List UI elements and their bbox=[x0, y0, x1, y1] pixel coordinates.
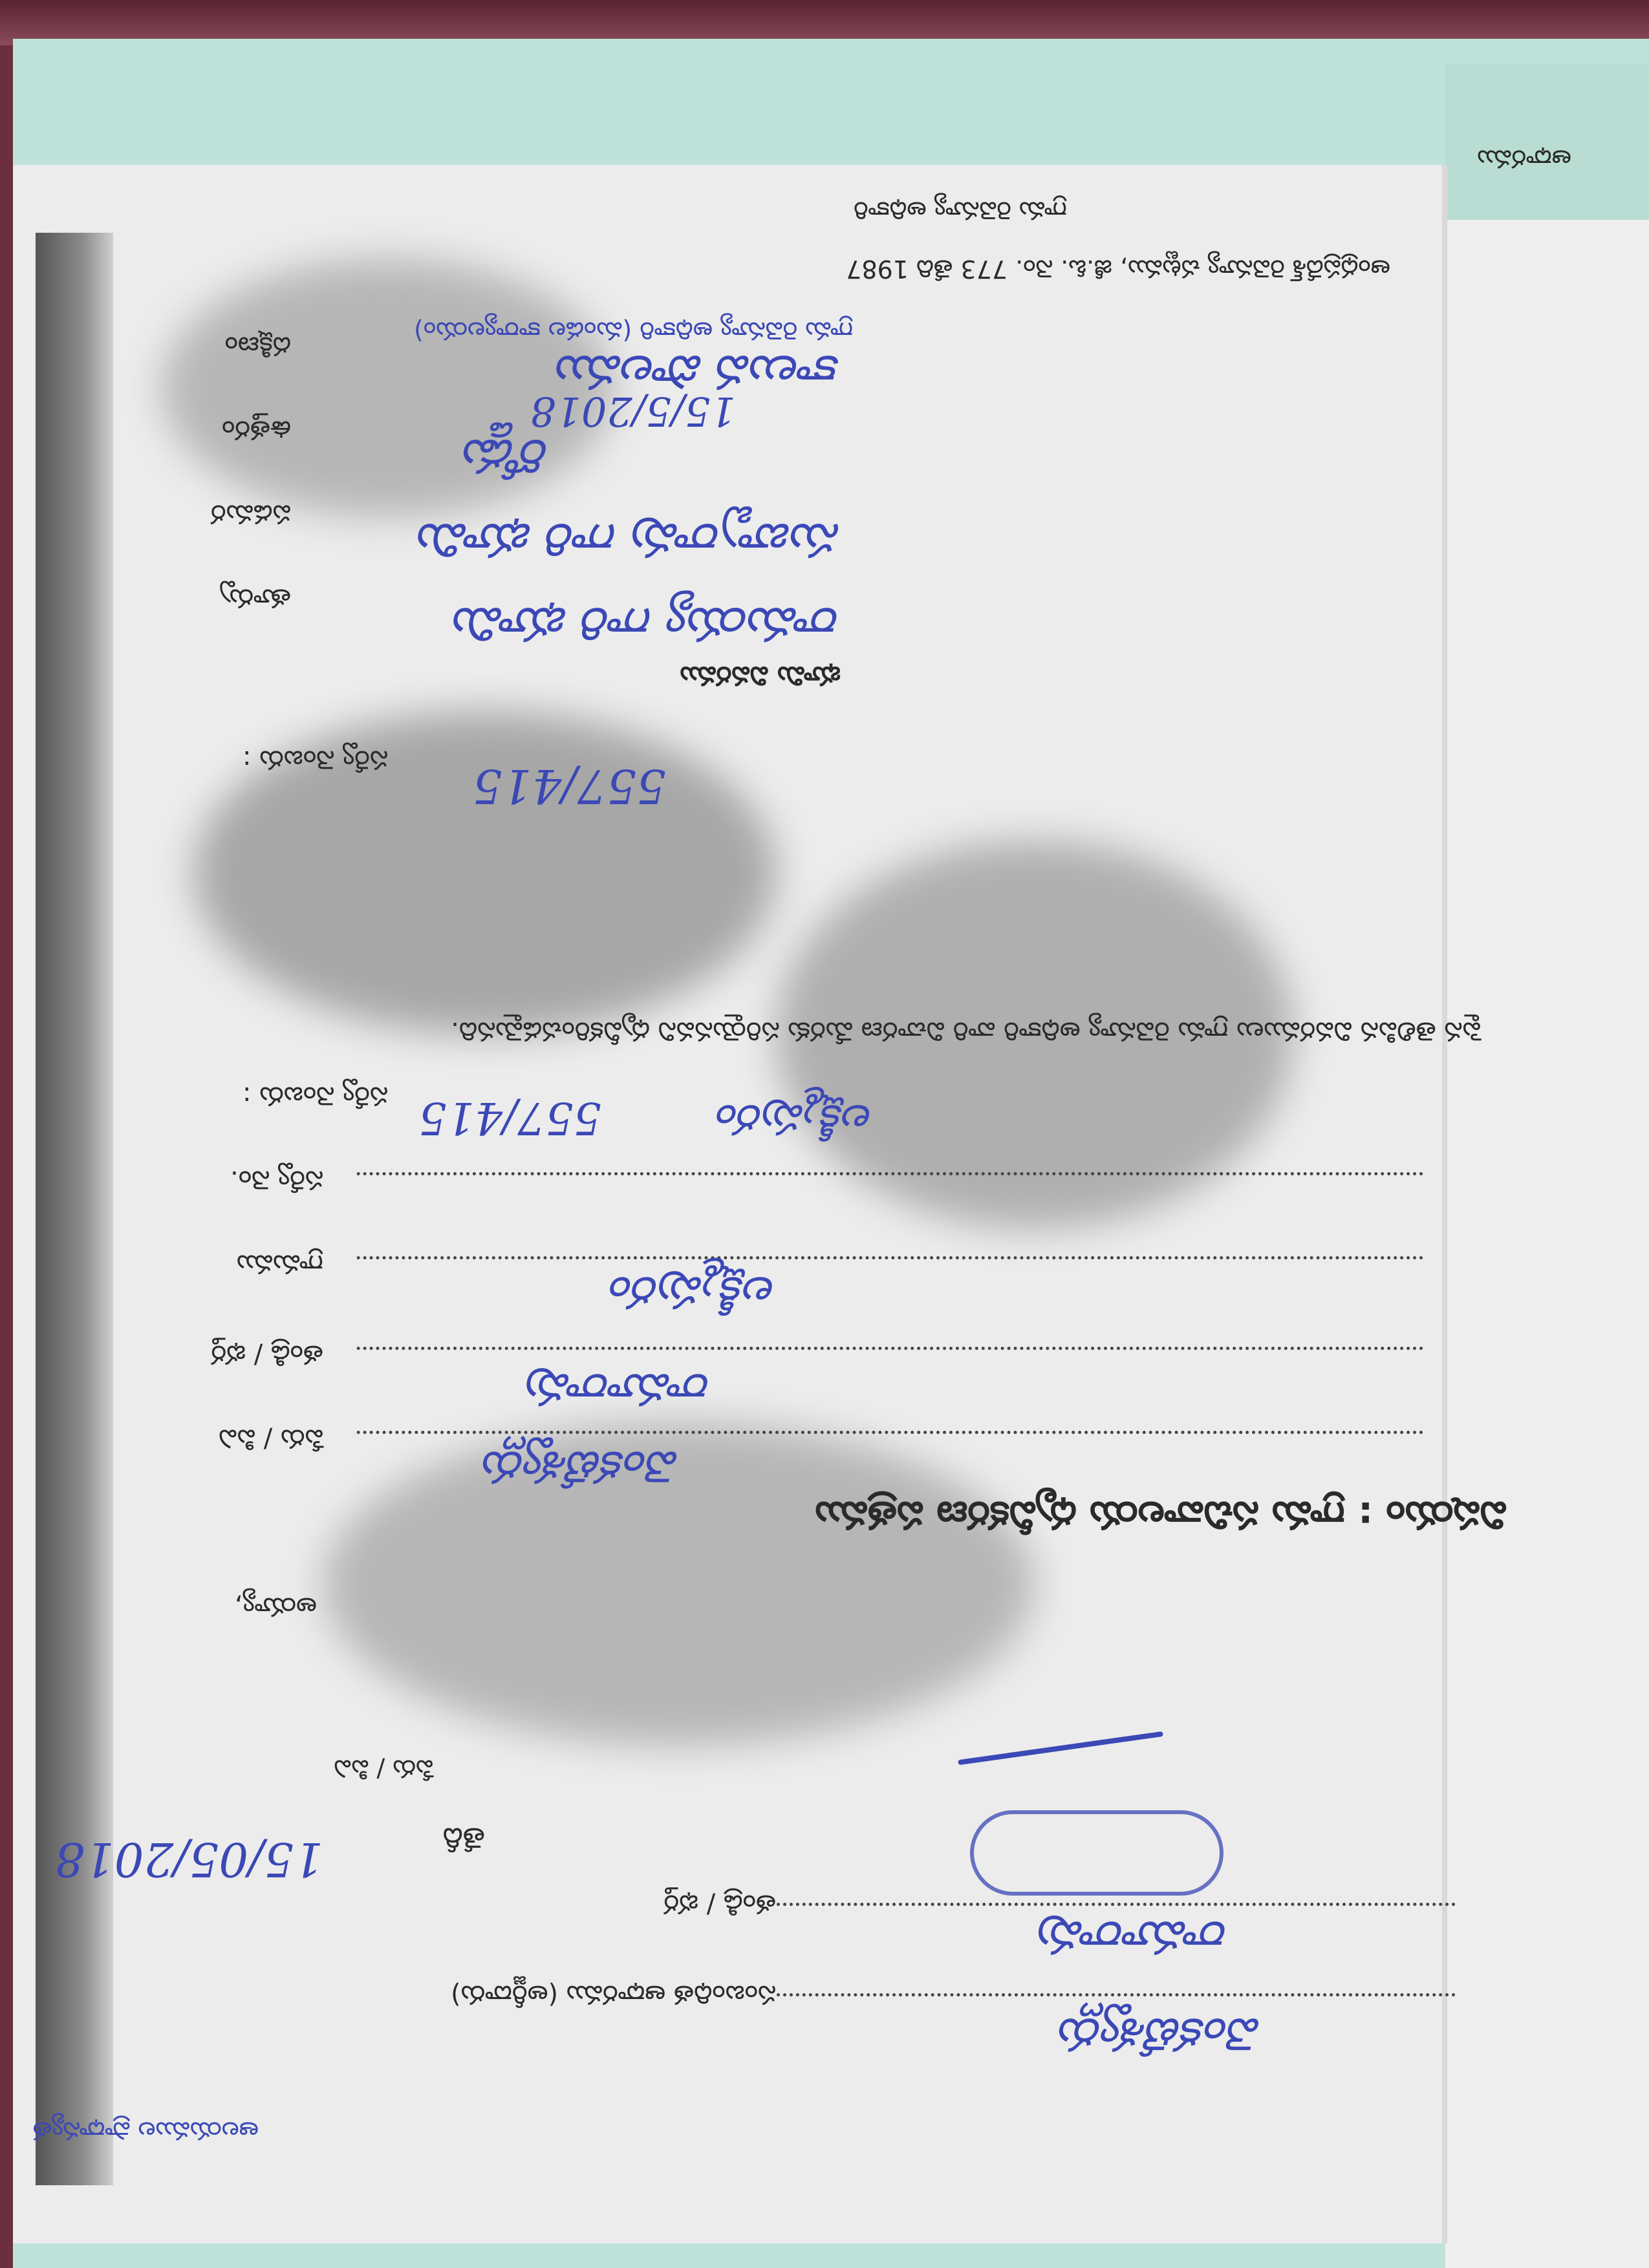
relation-handwritten: రామారావు bbox=[1039, 1911, 1229, 1964]
detail-south-value: కాలువ పొలము bbox=[557, 345, 841, 400]
relation-label: తండ్రి / భర్త bbox=[663, 1889, 776, 1919]
sign-label: గ్రామ రెవెన్యూ అధికారి bbox=[854, 197, 1067, 225]
detail-east-value: రామయ్య గారి భూమి bbox=[454, 597, 841, 652]
field-village-label: గ్రామము bbox=[236, 1249, 323, 1279]
field-survey-label: సర్వే నెం. bbox=[230, 1165, 323, 1195]
date-label: తేదీ bbox=[442, 1821, 485, 1854]
survey-number-label: సర్వే నెంబరు : bbox=[242, 745, 388, 775]
field-survey-dotted-line bbox=[356, 1172, 1423, 1175]
salutation: అయ్యా, bbox=[234, 1592, 317, 1621]
detail-south-label: దక్షిణం bbox=[224, 331, 291, 361]
side-tab: ఆధారము bbox=[1477, 145, 1571, 173]
field-father-value: రామారావు bbox=[527, 1364, 711, 1415]
survey-number-value: 557/415 bbox=[472, 759, 666, 813]
detail-east-label: తూర్పు bbox=[220, 583, 291, 613]
addressee-label: పేరు / పిఎ bbox=[334, 1755, 433, 1783]
document-heading: విషయం : గ్రామ సచివాలయ ధృవీకరణ పత్రము bbox=[815, 1493, 1507, 1537]
field-name-value: వెంకటేశ్వర్లు bbox=[484, 1441, 679, 1492]
field-village-value: లక్ష్మీపురం bbox=[611, 1267, 776, 1318]
field-father-dotted-line bbox=[356, 1347, 1423, 1350]
reference-label: సంబంధిత ఆధారము (అర్జీదారు) bbox=[451, 1980, 776, 2009]
reference-handwritten: వెంకటేశ్వర్లు bbox=[1060, 2008, 1261, 2061]
detail-west-value: సుబ్బారావు గారి భూమి bbox=[419, 513, 841, 568]
detail-north-value: రోడ్డు bbox=[464, 429, 550, 484]
detail-north-label: ఉత్తరం bbox=[221, 415, 291, 445]
signature-date: 15/5/2018 bbox=[530, 388, 736, 435]
section-title: భూమి వివరము bbox=[680, 661, 841, 690]
footer-note: ఆంధ్రప్రదేశ్ రెవెన్యూ చట్టము, జీ.ఓ. నెం. 773 తేది 1987 bbox=[846, 255, 1390, 283]
seal-text: గ్రామ రెవెన్యూ అధికారి (మండల కార్యాలయం) bbox=[414, 317, 854, 345]
detail-west-label: పడమర bbox=[210, 499, 291, 529]
field-survey-number-value: 557/415 bbox=[418, 1092, 601, 1143]
reference-dotted-line bbox=[776, 1993, 1455, 1996]
date-handwritten: 15/05/2018 bbox=[55, 1832, 323, 1887]
field-village-repeat: లక్ష్మీపురం bbox=[718, 1095, 873, 1143]
field-village-dotted-line bbox=[356, 1256, 1423, 1259]
top-stamp: ఆలయముల ప్రాధాన్యత bbox=[32, 2117, 259, 2145]
official-seal bbox=[970, 1810, 1223, 1896]
field-survey-number-label: సర్వే నెంబరు : bbox=[242, 1081, 388, 1111]
field-name-label: పేరు / పిఎ bbox=[219, 1424, 323, 1453]
body-text: పైన తెలిపిన వివరములు గ్రామ రెవెన్యూ అధికారి వారి విచారణ మేరకు సరియైనవని ధృవీకరించడమైనది. bbox=[451, 1016, 1481, 1046]
field-father-label: తండ్రి / భర్త bbox=[211, 1340, 323, 1369]
